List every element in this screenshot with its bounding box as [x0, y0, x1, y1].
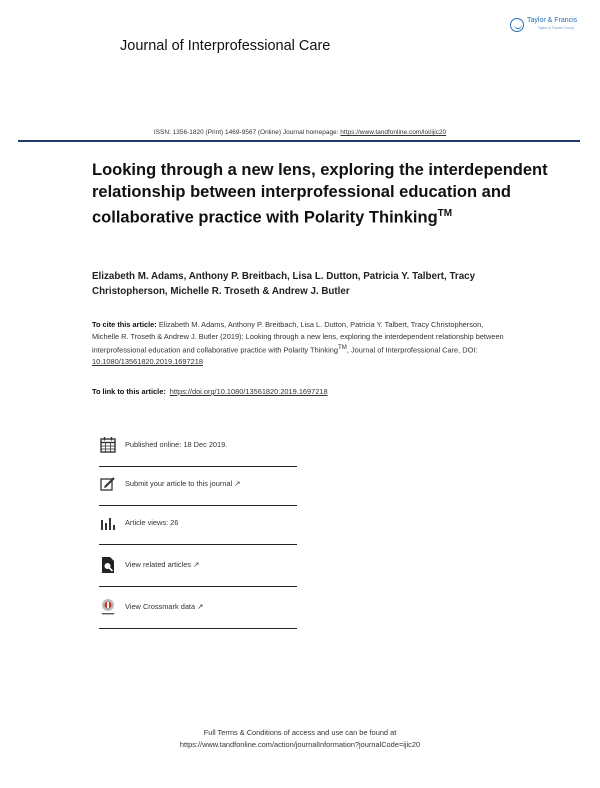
title-trademark: TM	[437, 208, 453, 219]
info-divider	[99, 586, 297, 587]
external-link-icon: ↗	[193, 560, 200, 569]
crossmark-icon	[99, 598, 117, 616]
article-views: Article views: 26	[125, 518, 179, 527]
citation-text: Elizabeth M. Adams, Anthony P. Breitbach, Lisa L. Dutton, Patricia Y. Talbert, Tracy Christopherson, Michelle R. Troseth & Andrew J. Butler (2019): Looking through a new lens, exploring the interdependent relationship between interprofessional education and collaborative practice with Polarity Thinking	[92, 320, 504, 355]
header-divider	[18, 140, 580, 142]
publisher-logo[interactable]	[510, 17, 588, 37]
journal-homepage-link[interactable]: https://www.tandfonline.com/loi/ijic20	[340, 129, 447, 136]
article-link-label: To link to this article:	[92, 387, 166, 396]
issn-line	[0, 129, 600, 136]
footer-terms	[0, 727, 600, 750]
edit-icon	[99, 475, 117, 493]
search-document-icon	[99, 556, 117, 574]
published-date: Published online: 18 Dec 2019.	[125, 440, 228, 449]
info-divider	[99, 505, 297, 506]
info-divider	[99, 466, 297, 467]
publisher-logo-name: Taylor & Francis	[527, 17, 578, 24]
journal-title: Journal of Interprofessional Care	[120, 38, 331, 54]
info-divider	[99, 544, 297, 545]
bar-chart-icon	[99, 514, 117, 532]
article-title	[92, 160, 552, 229]
citation-doi-link[interactable]: 10.1080/13561820.2019.1697218	[92, 356, 203, 366]
citation-trademark: TM	[337, 344, 347, 351]
info-row-crossmark[interactable]	[99, 598, 297, 628]
footer-terms-text: Full Terms & Conditions of access and use can be found at	[203, 728, 397, 737]
info-row-published	[99, 436, 297, 466]
article-authors: Elizabeth M. Adams, Anthony P. Breitbach, Lisa L. Dutton, Patricia Y. Talbert, Tracy Christopherson, Michelle R. Troseth & Andrew J. Butler	[92, 271, 476, 297]
citation-block	[92, 319, 512, 367]
citation-text-journal: , Journal of Interprofessional Care, DOI:	[346, 345, 478, 355]
article-doi-url[interactable]: https://doi.org/10.1080/13561820.2019.1697218	[169, 387, 328, 396]
citation-label: To cite this article:	[92, 320, 157, 329]
calendar-icon	[99, 436, 117, 454]
related-articles-link[interactable]: View related articles ↗	[125, 560, 200, 569]
info-row-related[interactable]	[99, 556, 297, 586]
info-row-submit[interactable]	[99, 475, 297, 505]
issn-text: ISSN: 1356-1820 (Print) 1469-9567 (Online) Journal homepage:	[153, 129, 341, 136]
info-row-views	[99, 514, 297, 544]
article-link-block	[92, 387, 512, 396]
external-link-icon: ↗	[234, 479, 241, 488]
publisher-logo-sub: Taylor & Francis Group	[538, 26, 574, 30]
submit-article-link[interactable]: Submit your article to this journal ↗	[125, 479, 241, 488]
footer-terms-link[interactable]: https://www.tandfonline.com/action/journalInformation?journalCode=ijic20	[179, 739, 421, 749]
publisher-logo-icon	[510, 18, 524, 32]
crossmark-link[interactable]: View Crossmark data ↗	[125, 602, 204, 611]
article-title-text: Looking through a new lens, exploring the interdependent relationship between interprofessional education and collaborative practice with Polarity Thinking	[92, 161, 548, 227]
info-divider	[99, 628, 297, 629]
external-link-icon: ↗	[197, 602, 204, 611]
